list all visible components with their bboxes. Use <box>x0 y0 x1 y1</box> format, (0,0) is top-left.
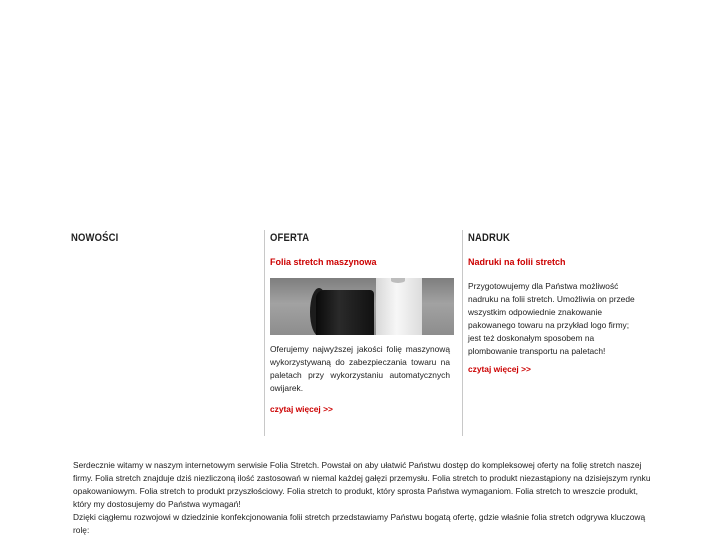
print-article-body: Przygotowujemy dla Państwa możliwość nadruku na folii stretch. Umożliwia on przede wszystkim odpowiednie znakowanie pakowanego towaru na przykład logo firmy; jest też doskonałym sposobem na plombowanie transportu na paletach! <box>468 281 635 356</box>
print-read-more-link[interactable]: czytaj więcej >> <box>468 364 531 374</box>
stretch-film-rolls-image[interactable] <box>270 278 454 335</box>
print-column <box>462 230 658 436</box>
white-roll <box>376 278 422 335</box>
intro-text <box>73 459 658 537</box>
news-column <box>71 230 257 436</box>
black-roll <box>316 290 374 335</box>
print-article-title[interactable]: Nadruki na folii stretch <box>468 257 566 267</box>
white-roll-core <box>391 278 405 283</box>
offer-article-body: Oferujemy najwyższej jakości folię maszynową wykorzystywaną do zabezpieczania towaru na paletach przy wykorzystaniu automatycznych owijarek. <box>270 344 450 393</box>
offer-column <box>264 230 457 436</box>
intro-paragraph: Dzięki ciągłemu rozwojowi w dziedzinie konfekcjonowania folii stretch przedstawiamy Państwu bogatą ofertę, gdzie właśnie folia stretch odgrywa kluczową rolę: <box>73 512 646 535</box>
offer-read-more-link[interactable]: czytaj więcej >> <box>270 404 333 414</box>
news-heading: NOWOŚCI <box>71 232 119 244</box>
intro-paragraph: Serdecznie witamy w naszym internetowym serwisie Folia Stretch. Powstał on aby ułatwić Państwu dostęp do kompleksowej oferty na folię stretch naszej firmy. Folia stretch znajduje dziś niezliczoną ilość zastosowań w niemal każdej gałęzi przemysłu. Folia stretch to produkt niezastąpiony na dzisiejszym rynku opakowaniowym. Folia stretch to produkt przyszłościowy. Folia stretch to produkt, który sprosta Państwa wymaganiom. Folia stretch to wreszcie produkt, który my dostosujemy do Państwa wymagań! <box>73 460 651 509</box>
offer-heading: OFERTA <box>270 232 310 244</box>
print-heading: NADRUK <box>468 232 511 244</box>
offer-article-title[interactable]: Folia stretch maszynowa <box>270 257 377 267</box>
